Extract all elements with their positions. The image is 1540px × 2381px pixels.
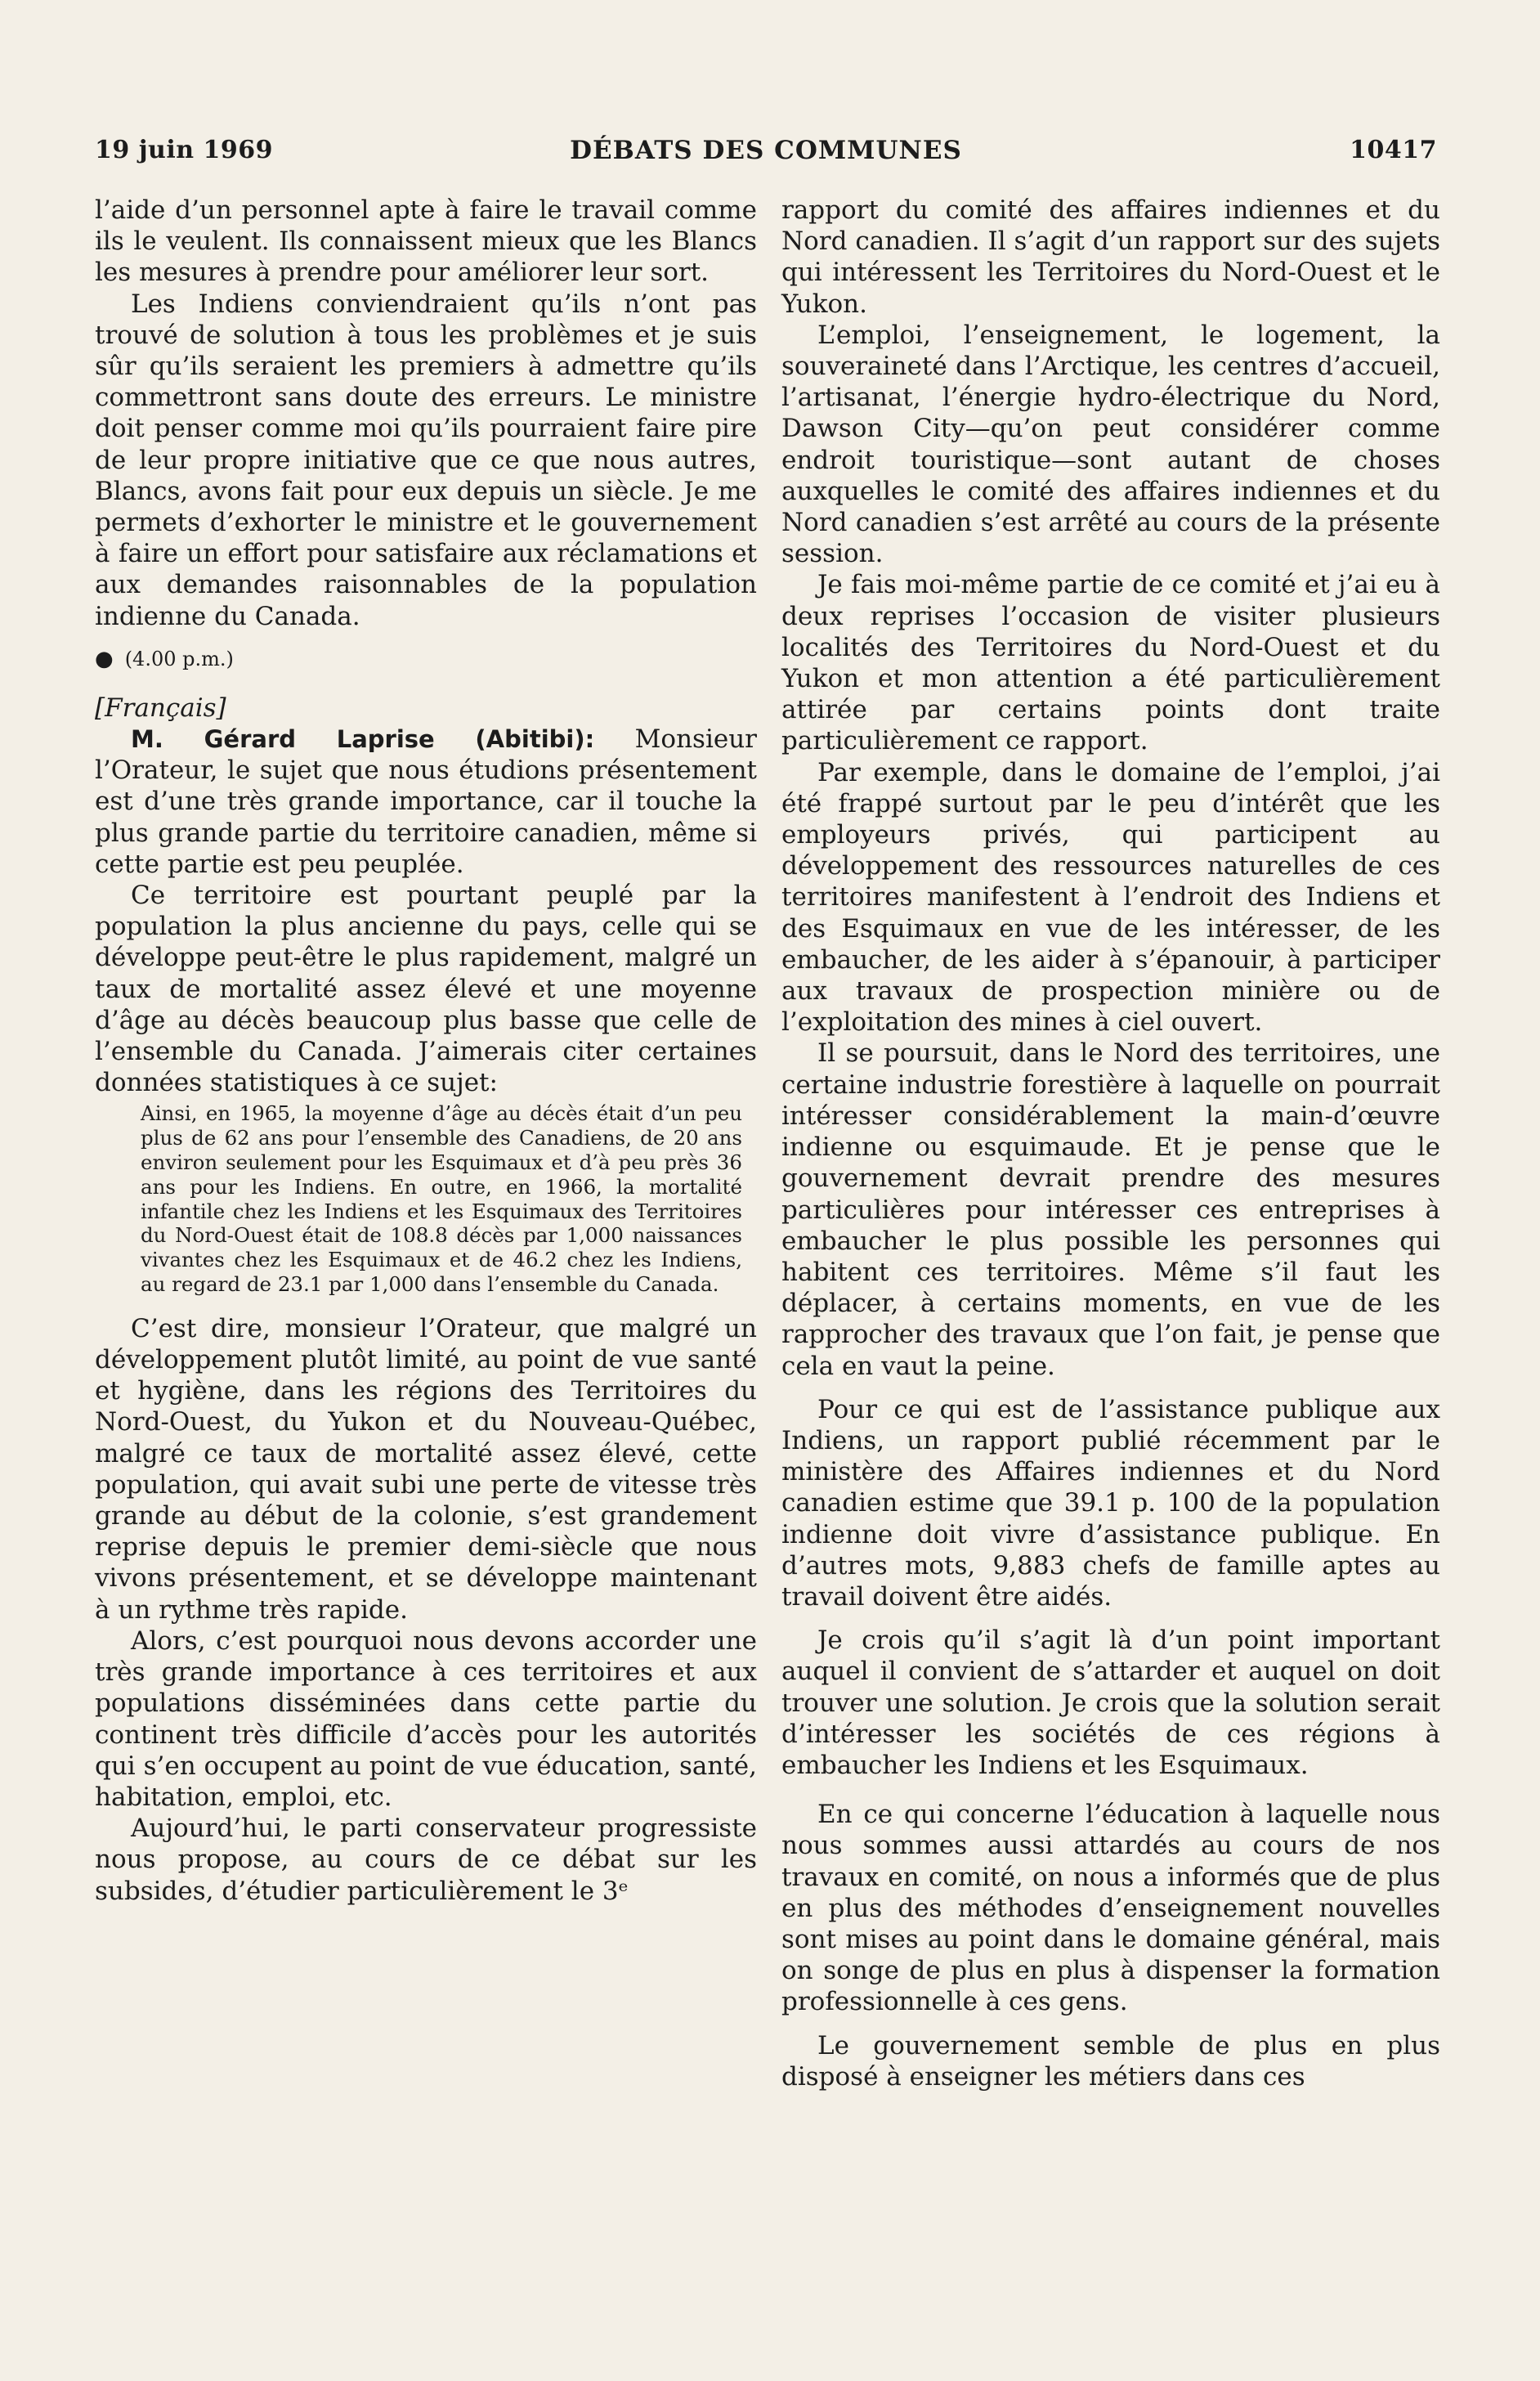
paragraph: L’emploi, l’enseignement, le logement, la souveraineté dans l’Arctique, les centres d’accueil, l’artisanat, l’énergie hydro-électrique du Nord, Dawson City—qu’on peut considérer comme endroit touristique—sont autant de choses auxquelles le comité des affaires indiennes et du Nord canadien s’est arrêté au cours de la présente session.: [781, 320, 1440, 569]
paragraph: Les Indiens conviendraient qu’ils n’ont pas trouvé de solution à tous les problèmes et je suis sûr qu’ils seraient les premiers à admettre qu’ils commettront sans doute des erreurs. Le ministre doit penser comme moi qu’ils pourraient faire pire de leur propre initiative que ce que nous autres, Blancs, avons fait pour eux depuis un siècle. Je me permets d’exhorter le ministre et le gouvernement à faire un effort pour satisfaire aux réclamations et aux demandes raisonnables de la population indienne du Canada.: [95, 289, 757, 631]
bullet-icon: ●: [95, 646, 114, 671]
paragraph: C’est dire, monsieur l’Orateur, que malgré un développement plutôt limité, au point de vue santé et hygiène, dans les régions des Territoires du Nord-Ouest, du Yukon et du Nouveau-Québec, malgré ce taux de mortalité assez élevé, cette population, qui avait subi une perte de vitesse très grande au début de la colonie, s’est grandement reprise depuis le premier demi-siècle que nous vivons présentement, et se développe maintenant à un rythme très rapide.: [95, 1313, 757, 1625]
timestamp: [95, 645, 757, 673]
paragraph: Le gouvernement semble de plus en plus disposé à enseigner les métiers dans ces: [781, 2030, 1440, 2092]
page-header: [95, 136, 1437, 170]
speaker-paragraph: [95, 724, 757, 880]
paragraph: rapport du comité des affaires indiennes et du Nord canadien. Il s’agit d’un rapport sur des sujets qui intéressent les Territoires du Nord-Ouest et le Yukon.: [781, 195, 1440, 319]
speech-text: Monsieur l’Orateur, le sujet que nous étudions présentement est d’une très grande importance, car il touche la plus grande partie du territoire canadien, même si cette partie est peu peuplée.: [95, 724, 757, 879]
paragraph: Je fais moi-même partie de ce comité et j’ai eu à deux reprises l’occasion de visiter plusieurs localités des Territoires du Nord-Ouest et du Yukon et mon attention a été particulièrement attirée par certains points dont traite particulièrement ce rapport.: [781, 570, 1440, 756]
paragraph: Aujourd’hui, le parti conservateur progressiste nous propose, au cours de ce débat sur les subsides, d’étudier particulièrement le 3ᵉ: [95, 1814, 757, 1906]
timestamp-text: (4.00 p.m.): [124, 647, 234, 670]
left-column: [95, 195, 757, 1907]
language-marker: [Français]: [95, 693, 226, 723]
paragraph: l’aide d’un personnel apte à faire le travail comme ils le veulent. Ils connaissent mieux que les Blancs les mesures à prendre pour améliorer leur sort.: [95, 195, 757, 288]
paragraph: Il se poursuit, dans le Nord des territoires, une certaine industrie forestière à laquelle on pourrait intéresser considérablement la main-d’œuvre indienne ou esquimaude. Et je pense que le gouvernement devrait prendre des mesures particulières pour intéresser ces entreprises à embaucher le plus possible les personnes qui habitent ces territoires. Même s’il faut les déplacer, à certains moments, en vue de les rapprocher des travaux que l’on fait, je pense que cela en vaut la peine.: [781, 1038, 1440, 1381]
paragraph: Je crois qu’il s’agit là d’un point important auquel il convient de s’attarder et auquel on doit trouver une solution. Je crois que la solution serait d’intéresser les sociétés de ces régions à embaucher les Indiens et les Esquimaux.: [781, 1625, 1440, 1780]
header-date: 19 juin 1969: [95, 136, 274, 164]
speaker-name: M. Gérard Laprise (Abitibi):: [131, 725, 595, 754]
right-column: [781, 195, 1440, 2092]
paragraph: Alors, c’est pourquoi nous devons accorder une très grande importance à ces territoires et aux populations disséminées dans cette partie du continent très difficile d’accès pour les autorités qui s’en occupent au point de vue éducation, santé, habitation, emploi, etc.: [95, 1625, 757, 1812]
header-title: DÉBATS DES COMMUNES: [570, 136, 962, 165]
block-quote: Ainsi, en 1965, la moyenne d’âge au décès était d’un peu plus de 62 ans pour l’ensemble des Canadiens, de 20 ans environ seulement pour les Esquimaux et d’à peu près 36 ans pour les Indiens. En outre, en 1966, la mortalité infantile chez les Indiens et les Esquimaux des Territoires du Nord-Ouest était de 108.8 décès par 1,000 naissances vivantes chez les Esquimaux et de 46.2 chez les Indiens, au regard de 23.1 par 1,000 dans l’ensemble du Canada.: [141, 1101, 742, 1297]
paragraph: En ce qui concerne l’éducation à laquelle nous nous sommes aussi attardés au cours de nos travaux en comité, on nous a informés que de plus en plus des méthodes d’enseignement nouvelles sont mises au point dans le domaine général, mais on songe de plus en plus à dispenser la formation professionnelle à ces gens.: [781, 1800, 1440, 2017]
page-number: 10417: [1350, 136, 1437, 164]
paragraph: Par exemple, dans le domaine de l’emploi, j’ai été frappé surtout par le peu d’intérêt que les employeurs privés, qui participent au développement des ressources naturelles de ces territoires manifestent à l’endroit des Indiens et des Esquimaux en vue de les intéresser, de les embaucher, de les aider à s’épanouir, à participer aux travaux de prospection minière ou de l’exploitation des mines à ciel ouvert.: [781, 757, 1440, 1038]
paragraph: Pour ce qui est de l’assistance publique aux Indiens, un rapport publié récemment par le ministère des Affaires indiennes et du Nord canadien estime que 39.1 p. 100 de la population indienne doit vivre d’assistance publique. En d’autres mots, 9,883 chefs de famille aptes au travail doivent être aidés.: [781, 1394, 1440, 1612]
paragraph: Ce territoire est pourtant peuplé par la population la plus ancienne du pays, celle qui se développe peut-être le plus rapidement, malgré un taux de mortalité assez élevé et une moyenne d’âge au décès beaucoup plus basse que celle de l’ensemble du Canada. J’aimerais citer certaines données statistiques à ce sujet:: [95, 881, 757, 1098]
